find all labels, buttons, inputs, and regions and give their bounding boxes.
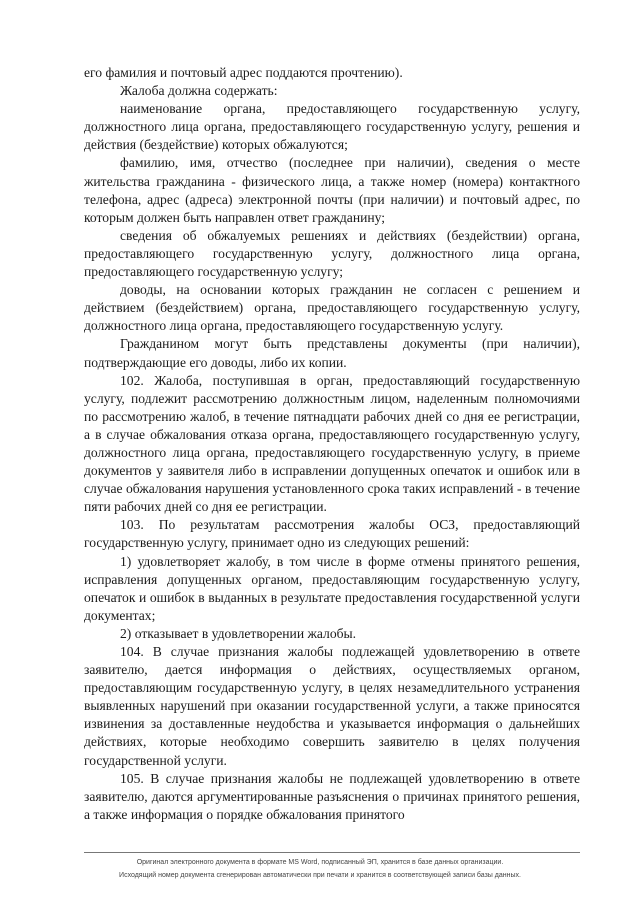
paragraph: фамилию, имя, отчество (последнее при наличии), сведения о месте жительства гражданина - физического лица, а также номер (номера) контактного телефона, адрес (адреса) электронной почты (при наличии) и почтовый адрес, по которым должен быть направлен ответ гражданину;	[84, 155, 580, 225]
paragraph: 2) отказывает в удовлетворении жалобы.	[120, 625, 357, 641]
paragraph: наименование органа, предоставляющего государственную услугу, должностного лица органа, предоставляющего государственную услугу, решения и действия (бездействие) которых обжалуются;	[84, 101, 580, 153]
paragraph: доводы, на основании которых гражданин не согласен с решением и действием (бездействием) органа, предоставляющего государственную услугу, должностного лица органа, предоставляющего государственную услугу.	[84, 282, 580, 334]
paragraph: 103. По результатам рассмотрения жалобы ОСЗ, предоставляющий государственную услугу, принимает одно из следующих решений:	[84, 517, 580, 551]
footer-note-original: Оригинал электронного документа в формате MS Word, подписанный ЭП, хранится в базе данных организации.	[136, 859, 504, 866]
footer-note-number: Исходящий номер документа сгенерирован автоматически при печати и хранится в соответствующей записи базы данных.	[119, 872, 521, 879]
footer-divider	[84, 852, 580, 853]
document-footer	[60, 856, 580, 882]
paragraph: Гражданином могут быть представлены документы (при наличии), подтверждающие его доводы, либо их копии.	[84, 336, 580, 370]
paragraph: 105. В случае признания жалобы не подлежащей удовлетворению в ответе заявителю, даются аргументированные разъяснения о причинах принятого решения, а также информация о порядке обжалования принятого	[84, 770, 580, 822]
document-body	[84, 64, 580, 824]
paragraph: сведения об обжалуемых решениях и действиях (бездействии) органа, предоставляющего государственную услугу, должностного лица органа, предоставляющего государственную услугу;	[84, 227, 580, 280]
paragraph: 1) удовлетворяет жалобу, в том числе в форме отмены принятого решения, исправления допущенных органом, предоставляющим государственную услугу, опечаток и ошибок в выданных в результате предоставления государственной услуги документах;	[84, 553, 580, 623]
paragraph: 104. В случае признания жалобы подлежащей удовлетворению в ответе заявителю, дается информация о действиях, осуществляемых органом, предоставляющим государственную услугу, в целях незамедлительного устранения выявленных нарушений при оказании государственной услуги, а также приносятся извинения за доставленные неудобства и указывается информация о дальнейших действиях, которые необходимо совершить заявителю в целях получения государственной услуги.	[84, 644, 580, 768]
paragraph: его фамилия и почтовый адрес поддаются прочтению).	[84, 65, 403, 80]
paragraph: Жалоба должна содержать:	[120, 83, 278, 99]
paragraph: 102. Жалоба, поступившая в орган, предоставляющий государственную услугу, подлежит рассмотрению должностным лицом, наделенным полномочиями по рассмотрению жалоб, в течение пятнадцати рабочих дней со дня ее регистрации, а в случае обжалования отказа органа, предоставляющего государственную услугу, должностного лица органа, предоставляющего государственную услугу, в приеме документов у заявителя либо в исправлении допущенных опечаток и ошибок или в случае обжалования нарушения установленного срока таких исправлений - в течение пяти рабочих дней со дня ее регистрации.	[84, 372, 580, 515]
